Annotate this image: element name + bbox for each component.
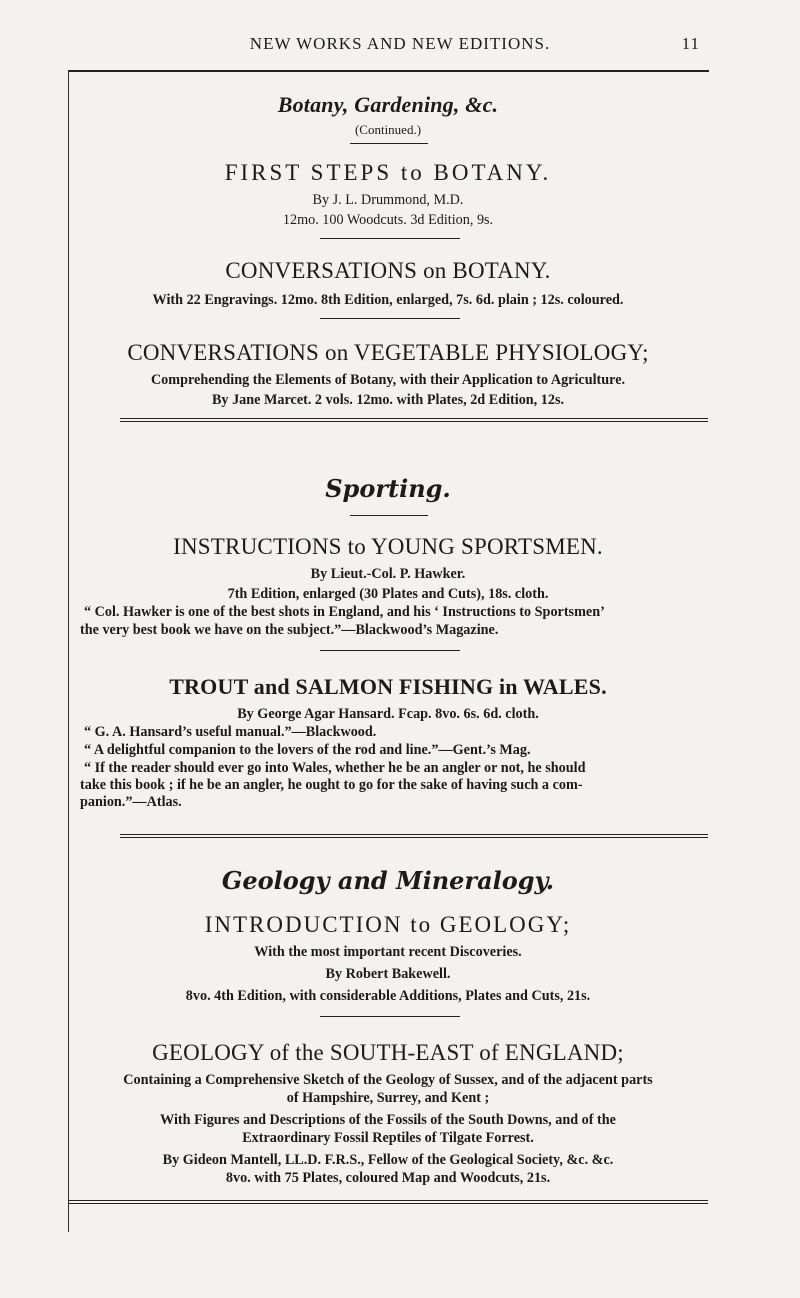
entry-text: of Hampshire, Surrey, and Kent ; [286,1090,490,1106]
entry-title: TROUT and SALMON FISHING in WALES. [169,674,607,699]
entry-details: 8vo. with 75 Plates, coloured Map and Woodcuts, 21s. [225,1170,551,1186]
divider-rule [320,238,460,239]
short-rule [350,143,428,144]
divider-rule [320,650,460,651]
entry-text: By Gideon Mantell, LL.D. F.R.S., Fellow of the Geological Society, &c. &c. [162,1152,614,1168]
entry-title: INSTRUCTIONS to YOUNG SPORTSMEN. [173,534,603,559]
entry-author: By Lieut.-Col. P. Hawker. [310,566,466,582]
entry-title: GEOLOGY of the SOUTH-EAST of ENGLAND; [152,1040,624,1065]
section-double-rule [120,834,708,838]
entry-text: With Figures and Descriptions of the Fossils of the South Downs, and of the [160,1112,616,1128]
entry-title: FIRST STEPS to BOTANY. [224,160,552,185]
running-header [0,34,800,54]
entry-text: Containing a Comprehensive Sketch of the Geology of Sussex, and of the adjacent parts [123,1072,653,1088]
entry-subtitle: Comprehending the Elements of Botany, with their Application to Agriculture. [150,372,626,388]
entry-details: 12mo. 100 Woodcuts. 3d Edition, 9s. [282,212,494,228]
review-quote: panion.”—Atlas. [80,794,182,810]
entry-author: By Robert Bakewell. [325,966,451,982]
section-heading-botany: Botany, Gardening, &c. [277,92,499,117]
running-title: NEW WORKS AND NEW EDITIONS. [249,34,551,53]
review-quote: “ A delightful companion to the lovers of the rod and line.”—Gent.’s Mag. [84,742,531,758]
section-heading-geology: Geology and Mineralogy. [221,866,555,895]
entry-title: INTRODUCTION to GEOLOGY; [204,912,572,937]
review-quote: the very best book we have on the subject.”—Blackwood’s Magazine. [80,622,499,638]
review-quote: take this book ; if he be an angler, he ought to go for the sake of having such a com- [80,777,583,793]
review-quote: “ If the reader should ever go into Wales, whether he be an angler or not, he should [84,760,586,776]
review-quote: “ G. A. Hansard’s useful manual.”—Blackwood. [84,724,377,740]
bottom-double-rule [68,1200,708,1204]
entry-details: By Jane Marcet. 2 vols. 12mo. with Plates, 2d Edition, 12s. [211,392,565,408]
entry-details: With 22 Engravings. 12mo. 8th Edition, enlarged, 7s. 6d. plain ; 12s. coloured. [152,292,624,308]
page-number: 11 [681,34,700,53]
section-heading-sporting: Sporting. [325,474,451,503]
divider-rule [320,1016,460,1017]
entry-author: By George Agar Hansard. Fcap. 8vo. 6s. 6d. cloth. [237,706,539,722]
divider-rule [320,318,460,319]
continued-note: (Continued.) [354,122,422,137]
short-rule [350,515,428,516]
review-quote: “ Col. Hawker is one of the best shots in England, and his ‘ Instructions to Sportsmen’ [84,604,605,620]
entry-title: CONVERSATIONS on BOTANY. [225,258,551,283]
entry-details: 7th Edition, enlarged (30 Plates and Cuts), 18s. cloth. [227,586,549,602]
entry-author: By J. L. Drummond, M.D. [312,192,464,208]
entry-title: CONVERSATIONS on VEGETABLE PHYSIOLOGY; [127,340,649,365]
entry-details: 8vo. 4th Edition, with considerable Additions, Plates and Cuts, 21s. [185,988,591,1004]
section-double-rule [120,418,708,422]
entry-text: Extraordinary Fossil Reptiles of Tilgate Forrest. [242,1130,534,1146]
entry-subtitle: With the most important recent Discoveries. [254,944,522,960]
